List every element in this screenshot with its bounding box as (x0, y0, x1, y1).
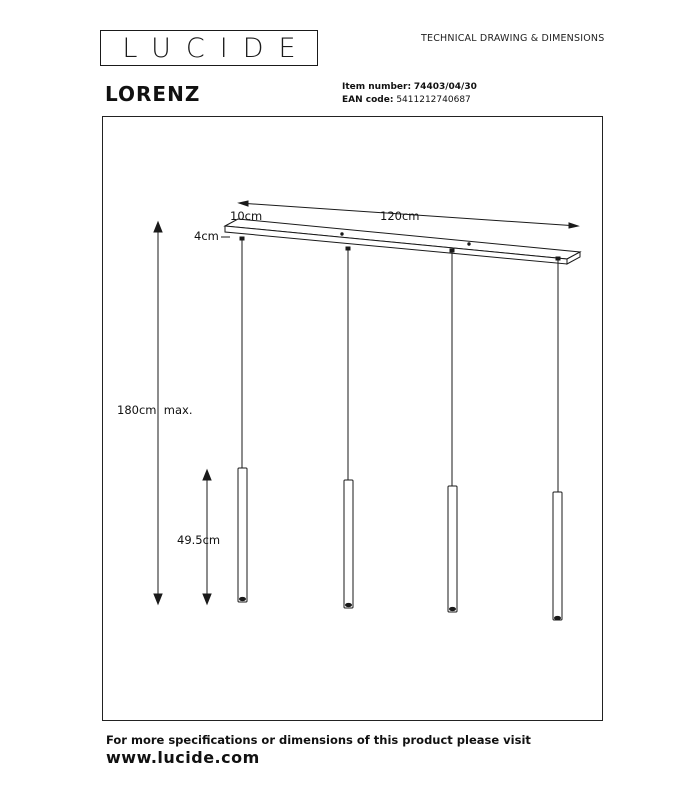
pendant-tube-2 (344, 480, 353, 608)
pendant-end-1 (240, 597, 246, 600)
document-type: TECHNICAL DRAWING & DIMENSIONS (421, 33, 605, 44)
dim-length-arrow-right (569, 223, 578, 228)
dim-length-arrow-left (239, 201, 248, 206)
pendant-end-4 (555, 616, 561, 619)
dim-pendant-arrow-top (203, 470, 211, 480)
item-number-row (342, 82, 477, 92)
dim-height-label: 4cm (194, 229, 219, 243)
dim-pendant-label: 49.5cm (177, 533, 221, 547)
canopy-screw-1 (341, 233, 343, 235)
ean-label: EAN code: (342, 95, 394, 105)
item-number-label: Item number: (342, 82, 412, 92)
dim-width-label: 10cm (230, 209, 263, 223)
pendant-end-3 (450, 607, 456, 610)
footer-info-text: For more specifications or dimensions of this product please visit (106, 733, 531, 747)
cable-anchor-3 (450, 249, 454, 252)
dim-total-height-arrow-top (154, 222, 162, 232)
technical-drawing (102, 116, 603, 721)
brand-logo (100, 30, 318, 66)
dim-length-label: 120cm (380, 209, 420, 223)
dim-total-height-arrow-bottom (154, 594, 162, 604)
website-link[interactable]: www.lucide.com (106, 748, 260, 767)
canopy-top (225, 219, 580, 259)
brand-logo-text: LUCIDE (122, 33, 311, 64)
dim-total-height-label: 180cm max. (117, 403, 193, 417)
product-name: LORENZ (105, 82, 201, 106)
cable-anchor-2 (346, 247, 350, 250)
dim-pendant-arrow-bottom (203, 594, 211, 604)
cable-anchor-1 (240, 237, 244, 240)
pendant-tube-1 (238, 468, 247, 602)
ean-value: 5411212740687 (396, 95, 471, 105)
canopy-screw-2 (468, 243, 470, 245)
pendant-tube-3 (448, 486, 457, 612)
ean-row (342, 95, 471, 105)
pendant-end-2 (346, 603, 352, 606)
pendant-tube-4 (553, 492, 562, 620)
canopy-front (225, 226, 567, 264)
cable-anchor-4 (556, 257, 560, 260)
item-number-value: 74403/04/30 (413, 82, 477, 92)
